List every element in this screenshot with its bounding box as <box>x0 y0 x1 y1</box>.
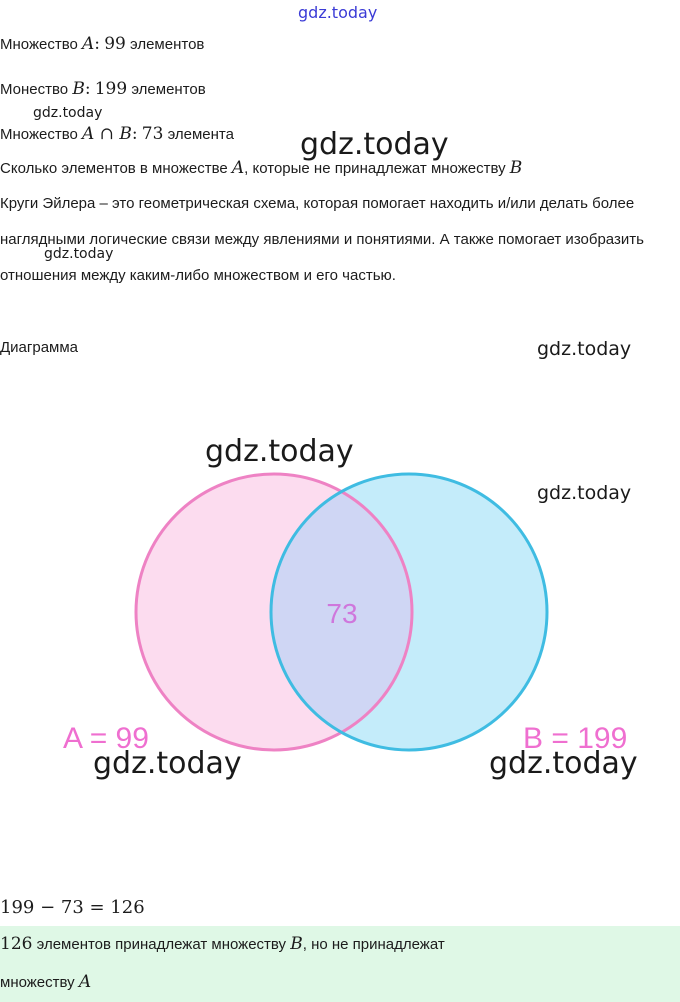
intersection-count: 73 <box>141 124 164 144</box>
watermark-large-3: gdz.today <box>93 746 242 781</box>
set-b-symbol: B <box>72 79 85 99</box>
set-a-symbol: A <box>82 34 95 54</box>
answer-box <box>0 926 680 1002</box>
answer-line-2: множеству A <box>0 972 92 992</box>
explanation-paragraph: Круги Эйлера – это геометрическая схема, которая помогает находить и/или делать более наглядными логические связи между явлениями и понятиями. А также помогает изобразить отношения между каким-либо множеством и его частью. <box>0 195 644 284</box>
question: Сколько элементов в множестве A, которые не принадлежат множеству B <box>0 158 523 178</box>
set-a-count: 99 <box>104 34 126 54</box>
watermark-large-2: gdz.today <box>205 434 354 469</box>
answer-line-1: 126 элементов принадлежат множеству B, но не принадлежат <box>0 934 445 954</box>
watermark-large-1: gdz.today <box>300 127 449 162</box>
label-b: B = 199 <box>523 722 628 755</box>
given-intersection: Множество A ∩ B: 73 элемента <box>0 124 234 144</box>
label-a: A = 99 <box>63 722 149 755</box>
watermark-small-2: gdz.today <box>44 246 114 262</box>
given-set-a: Множество A: 99 элементов <box>0 34 205 54</box>
answer-number: 126 <box>0 934 33 954</box>
watermark-right-2: gdz.today <box>537 482 632 504</box>
watermark-small-1: gdz.today <box>33 105 103 121</box>
watermark-top: gdz.today <box>298 3 378 22</box>
intersection-label: 73 <box>326 598 358 629</box>
intersection-symbol: A ∩ B <box>82 124 132 144</box>
set-b-count: 199 <box>94 79 128 99</box>
watermark-large-4: gdz.today <box>489 746 638 781</box>
calculation: 199 − 73 = 126 <box>0 897 145 918</box>
diagram-heading: Диаграмма <box>0 339 79 356</box>
given-set-b: Монество B: 199 элементов <box>0 79 206 99</box>
watermark-right-1: gdz.today <box>537 338 632 360</box>
